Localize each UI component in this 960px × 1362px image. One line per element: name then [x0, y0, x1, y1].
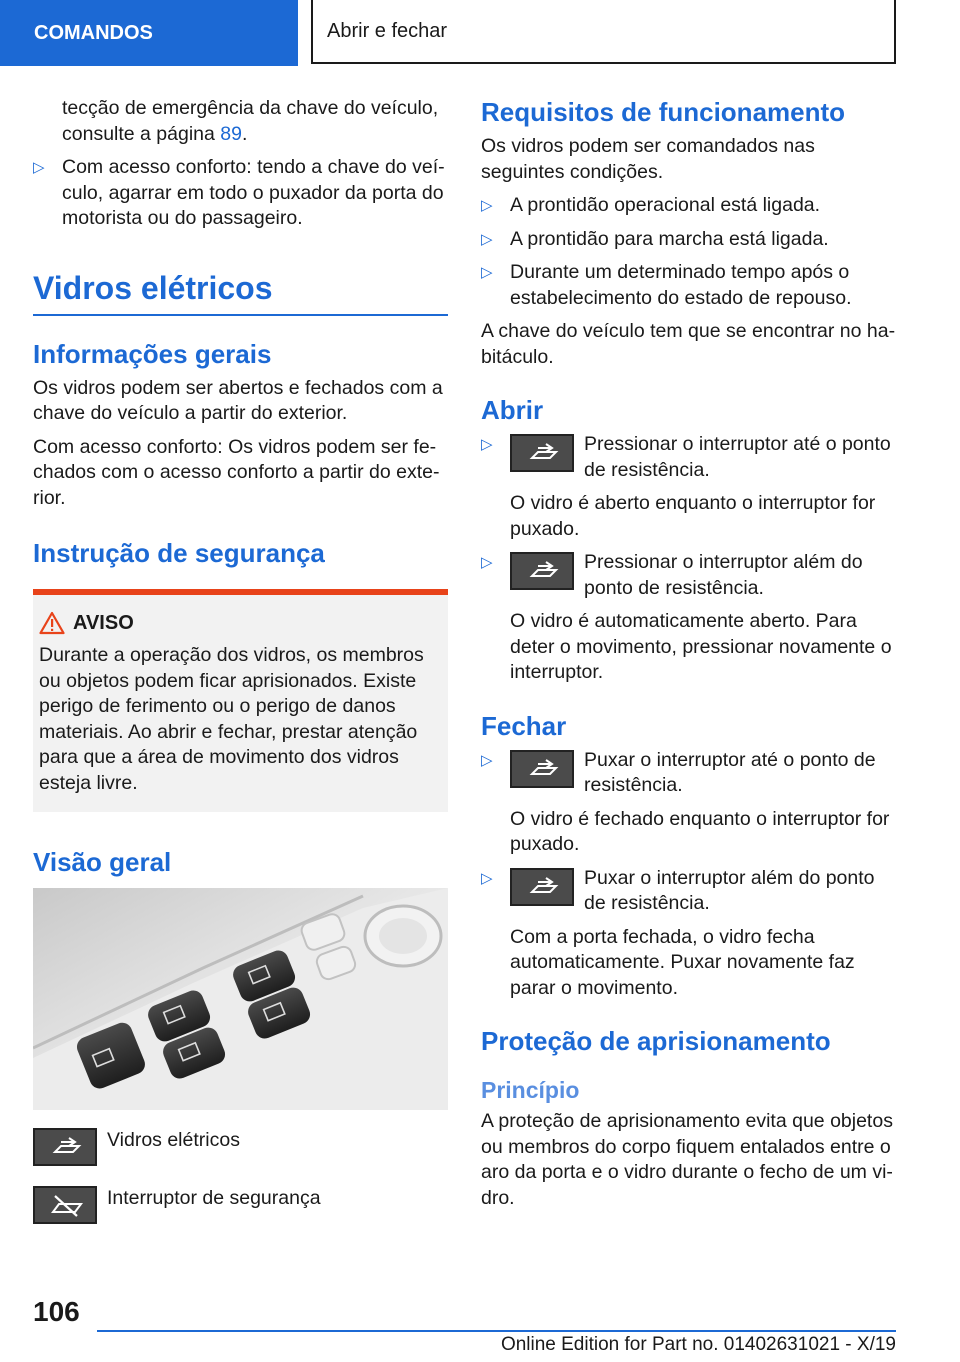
- heading-general-info: Informações gerais: [33, 338, 272, 369]
- heading-open: Abrir: [481, 395, 544, 425]
- heading-pinch-protection: Proteção de aprisionamento: [481, 1026, 831, 1056]
- page-number: 106: [33, 1296, 80, 1327]
- legend-label: Vidros elétricos: [107, 1129, 240, 1151]
- bullet-icon: ▷: [33, 159, 45, 176]
- bullet-icon: ▷: [481, 197, 493, 214]
- edition-text: Online Edition for Part no. 01402631021 - X/19: [500, 1334, 896, 1355]
- warning-header: [39, 611, 440, 635]
- legend-label: Interruptor de segurança: [107, 1187, 321, 1209]
- page-link[interactable]: 89: [220, 122, 242, 145]
- list-item: ▷ Puxar o interruptor até o ponto de resistência.: [481, 748, 876, 796]
- bullet-icon: ▷: [481, 230, 493, 248]
- paragraph: Com acesso conforto: Os vidros podem ser fechados com o acesso conforto a partir do exterior.: [33, 435, 440, 509]
- list-item: ▷ A prontidão operacional está ligada.: [481, 193, 896, 219]
- heading-principle: Princípio: [481, 1077, 580, 1103]
- list-item: ▷ Durante um determinado tempo após o estabelecimento do estado de repouso.: [481, 261, 852, 309]
- bullet-icon: ▷: [481, 751, 493, 769]
- footer-divider: [97, 1330, 896, 1332]
- window-switch-icon: [510, 750, 574, 788]
- heading-close: Fechar: [481, 710, 567, 741]
- continued-text: tecção de emergência da chave do veículo, consulte a página 89.: [62, 97, 439, 145]
- chapter-title: Vidros elétricos: [33, 269, 273, 306]
- window-switches-photo: [33, 888, 448, 1110]
- warning-text: Durante a operação dos vidros, os membros ou objetos podem ficar aprisionados. Existe perigo de ferimento ou o perigo de danos materiais. Ao abrir e fechar, prestar atenção para que a área de movimento dos vidros esteja livre.: [39, 644, 424, 794]
- window-lock-icon: [33, 1186, 97, 1224]
- chapter-title-wrap: [33, 268, 448, 316]
- bullet-icon: ▷: [481, 264, 493, 281]
- bullet-icon: ▷: [481, 436, 493, 453]
- paragraph: Os vidros podem ser comandados nas seguintes condições.: [481, 135, 815, 183]
- warning-box: [33, 589, 448, 812]
- paragraph: Com a porta fechada, o vidro fecha automaticamente. Puxar novamente faz parar o movimento.: [510, 925, 855, 999]
- paragraph: O vidro é fechado enquanto o interruptor for puxado.: [510, 807, 890, 855]
- heading-requirements: Requisitos de funcionamento: [481, 97, 846, 127]
- legend-item: [33, 1186, 448, 1224]
- warning-triangle-icon: [39, 611, 65, 635]
- paragraph: O vidro é automaticamente aberto. Para deter o movimento, pressionar novamente o interruptor.: [510, 610, 892, 683]
- window-switch-icon: [510, 434, 574, 472]
- chapter-tab: Abrir e fechar: [311, 0, 896, 64]
- bullet-icon: ▷: [481, 554, 493, 571]
- paragraph: Os vidros podem ser abertos e fechados com a chave do veículo a partir do exterior.: [33, 376, 443, 424]
- list-item: ▷ Com acesso conforto: tendo a chave do veículo, agarrar em todo o puxador da porta do motorista ou do passageiro.: [33, 156, 445, 229]
- page-header: [0, 0, 960, 66]
- list-item: ▷ Pressionar o interruptor além do ponto de resistência.: [481, 551, 863, 599]
- window-switch-icon: [510, 868, 574, 906]
- bullet-icon: ▷: [481, 869, 493, 887]
- list-item: ▷ Puxar o interruptor além do ponto de resistência.: [481, 866, 875, 914]
- window-switch-icon: [510, 552, 574, 590]
- paragraph: O vidro é aberto enquanto o interruptor for puxado.: [510, 492, 876, 540]
- heading-overview: Visão geral: [33, 847, 172, 877]
- paragraph: A chave do veículo tem que se encontrar no habitáculo.: [481, 320, 896, 368]
- heading-safety: Instrução de segurança: [33, 538, 325, 568]
- paragraph: A proteção de aprisionamento evita que objetos ou membros do corpo fiquem entalados entre o aro da porta e o vidro durante o fecho de um vidro.: [481, 1110, 893, 1209]
- legend-item: [33, 1128, 448, 1166]
- section-tab: COMANDOS: [0, 0, 298, 66]
- warning-label: AVISO: [73, 611, 134, 634]
- list-item: ▷ Pressionar o interruptor até o ponto de resistência.: [481, 433, 891, 481]
- left-column: [33, 96, 448, 1244]
- list-item: ▷ A prontidão para marcha está ligada.: [481, 227, 896, 253]
- window-switch-icon: [33, 1128, 97, 1166]
- right-column: [481, 96, 896, 1219]
